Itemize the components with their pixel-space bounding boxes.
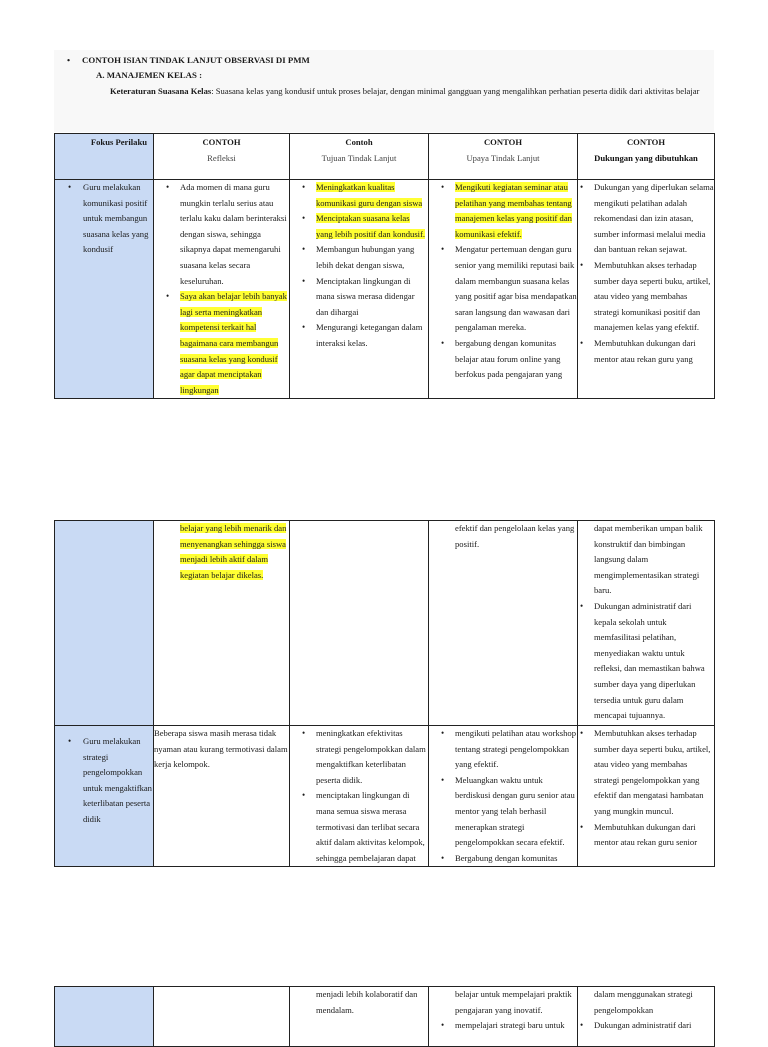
effort-item: • mengikuti pelatihan atau workshop tentang strategi pengelompokkan yang efektif. — [429, 726, 577, 773]
reflection-cell — [154, 180, 290, 399]
goal-cell — [290, 521, 429, 726]
reflection-item: • Ada momen di mana guru mungkin terlalu serius atau terlalu kaku dalam berinteraksi dengan siswa, sehingga sikapnya dapat memengaruhi suasana kelas secara keseluruhan. — [154, 180, 289, 289]
table-header-row — [55, 134, 715, 180]
table-page-1 — [54, 133, 715, 399]
effort-cell — [429, 726, 578, 867]
header-effort: CONTOH Upaya Tindak Lanjut — [429, 134, 578, 180]
support-cell — [578, 180, 715, 399]
effort-item: efektif dan pengelolaan kelas yang positif. — [455, 523, 575, 549]
goal-cell — [290, 987, 429, 1047]
goal-item: • Menciptakan suasana kelas yang lebih positif dan kondusif. — [290, 211, 428, 242]
effort-item: • bergabung dengan komunitas belajar atau forum online yang berfokus pada pengajaran yang — [429, 336, 577, 383]
reflection-cell — [154, 987, 290, 1047]
focus-text: • Guru melakukan komunikasi positif untuk membangun suasana kelas yang kondusif — [55, 180, 153, 258]
goal-cell — [290, 726, 429, 867]
goal-item: menjadi lebih kolaboratif dan mendalam. — [316, 989, 418, 1015]
focus-cell — [55, 521, 154, 726]
support-item: • Dukungan administratif dari — [578, 1018, 715, 1034]
header-focus: Fokus Perilaku — [55, 134, 154, 180]
goal-item: • Membangun hubungan yang lebih dekat dengan siswa, — [290, 242, 428, 273]
focus-cell — [55, 180, 154, 399]
reflection-item: belajar yang lebih menarik dan menyenangkan sehingga siswa menjadi lebih aktif dalam kegiatan belajar dikelas. — [180, 523, 287, 580]
effort-item: • Meluangkan waktu untuk berdiskusi dengan guru senior atau mentor yang telah berhasil menerapkan strategi pengelompokkan secara efektif. — [429, 773, 577, 851]
table-row — [55, 521, 715, 726]
effort-item: belajar untuk mempelajari praktik pengajaran yang inovatif. — [455, 989, 572, 1015]
support-item: • Membutuhkan dukungan dari mentor atau rekan guru yang — [578, 336, 715, 367]
support-cell — [578, 987, 715, 1047]
focus-cell — [55, 726, 154, 867]
reflection-cell — [154, 521, 290, 726]
effort-item: • mempelajari strategi baru untuk — [429, 1018, 577, 1034]
support-item: • Membutuhkan akses terhadap sumber daya seperti buku, artikel, atau video yang membahas strategi komunikasi positif dan manajemen kelas yang efektif. — [578, 258, 715, 336]
table-row — [55, 726, 715, 867]
effort-item: • Mengikuti kegiatan seminar atau pelatihan yang membahas tentang manajemen kelas yang positif dan komunikasi efektif. — [429, 180, 577, 242]
support-item: • Membutuhkan akses terhadap sumber daya seperti buku, artikel, atau video yang membahas strategi pengelompokkan yang efektif dan mengatasi hambatan yang mungkin muncul. — [578, 726, 715, 820]
support-item: • Membutuhkan dukungan dari mentor atau rekan guru senior — [578, 820, 715, 851]
goal-item: • Meningkatkan kualitas komunikasi guru dengan siswa — [290, 180, 428, 211]
table-page-3 — [54, 986, 715, 1047]
support-item: dapat memberikan umpan balik konstruktif dan bimbingan langsung dalam mengimplementasikan strategi baru. — [594, 523, 703, 596]
document-title — [67, 53, 310, 69]
table-row — [55, 987, 715, 1047]
description-label: Keteraturan Suasana Kelas — [110, 86, 212, 96]
goal-item: • menciptakan lingkungan di mana semua siswa merasa termotivasi dan terlibat secara aktif dalam aktivitas kelompok, sehingga pembelajaran dapat — [290, 788, 428, 866]
effort-item: • Mengatur pertemuan dengan guru senior yang memiliki reputasi baik dalam membangun suasana kelas yang positif agar bisa mendapatkan saran langsung dan wawasan dari pengalaman mereka. — [429, 242, 577, 336]
header-support: CONTOH Dukungan yang dibutuhkan — [578, 134, 715, 180]
focus-cell — [55, 987, 154, 1047]
title-text: CONTOH ISIAN TINDAK LANJUT OBSERVASI DI PMM — [82, 55, 310, 65]
section-description — [110, 84, 714, 100]
focus-text: • Guru melakukan strategi pengelompokkan untuk mengaktifkan keterlibatan peserta didik — [55, 734, 153, 828]
effort-cell — [429, 987, 578, 1047]
support-cell — [578, 521, 715, 726]
table-row — [55, 180, 715, 399]
support-cell — [578, 726, 715, 867]
reflection-item: Beberapa siswa masih merasa tidak nyaman atau kurang termotivasi dalam kerja kelompok. — [154, 728, 288, 770]
support-item: • Dukungan yang diperlukan selama mengikuti pelatihan adalah rekomendasi dan izin atasan, sumber informasi melalui media dan bantuan rekan sejawat. — [578, 180, 715, 258]
goal-item: • Menciptakan lingkungan di mana siswa merasa didengar dan dihargai — [290, 274, 428, 321]
support-item: dalam menggunakan strategi pengelompokkan — [594, 989, 693, 1015]
header-reflection: CONTOH Refleksi — [154, 134, 290, 180]
reflection-item: • Saya akan belajar lebih banyak lagi serta meningkatkan kompetensi terkait hal bagaimana cara membangun suasana kelas yang kondusif agar dapat menciptakan lingkungan — [154, 289, 289, 398]
section-heading: A. MANAJEMEN KELAS : — [96, 70, 203, 80]
title-bullet: • — [67, 55, 71, 65]
description-text: : Suasana kelas yang kondusif untuk proses belajar, dengan minimal gangguan yang mengalihkan perhatian peserta didik dari aktivitas belajar — [211, 86, 700, 96]
reflection-cell — [154, 726, 290, 867]
goal-cell — [290, 180, 429, 399]
goal-item: • meningkatkan efektivitas strategi pengelompokkan dalam mengaktifkan keterlibatan peserta didik. — [290, 726, 428, 788]
goal-item: • Mengurangi ketegangan dalam interaksi kelas. — [290, 320, 428, 351]
support-item: • Dukungan administratif dari kepala sekolah untuk memfasilitasi pelatihan, menyediakan waktu untuk refleksi, dan memastikan bahwa sumber daya yang diperlukan tersedia untuk guru dalam mencapai tujuannya. — [578, 599, 715, 724]
header-goal: Contoh Tujuan Tindak Lanjut — [290, 134, 429, 180]
effort-cell — [429, 521, 578, 726]
effort-cell — [429, 180, 578, 399]
effort-item: • Bergabung dengan komunitas — [429, 851, 577, 867]
table-page-2 — [54, 520, 715, 867]
